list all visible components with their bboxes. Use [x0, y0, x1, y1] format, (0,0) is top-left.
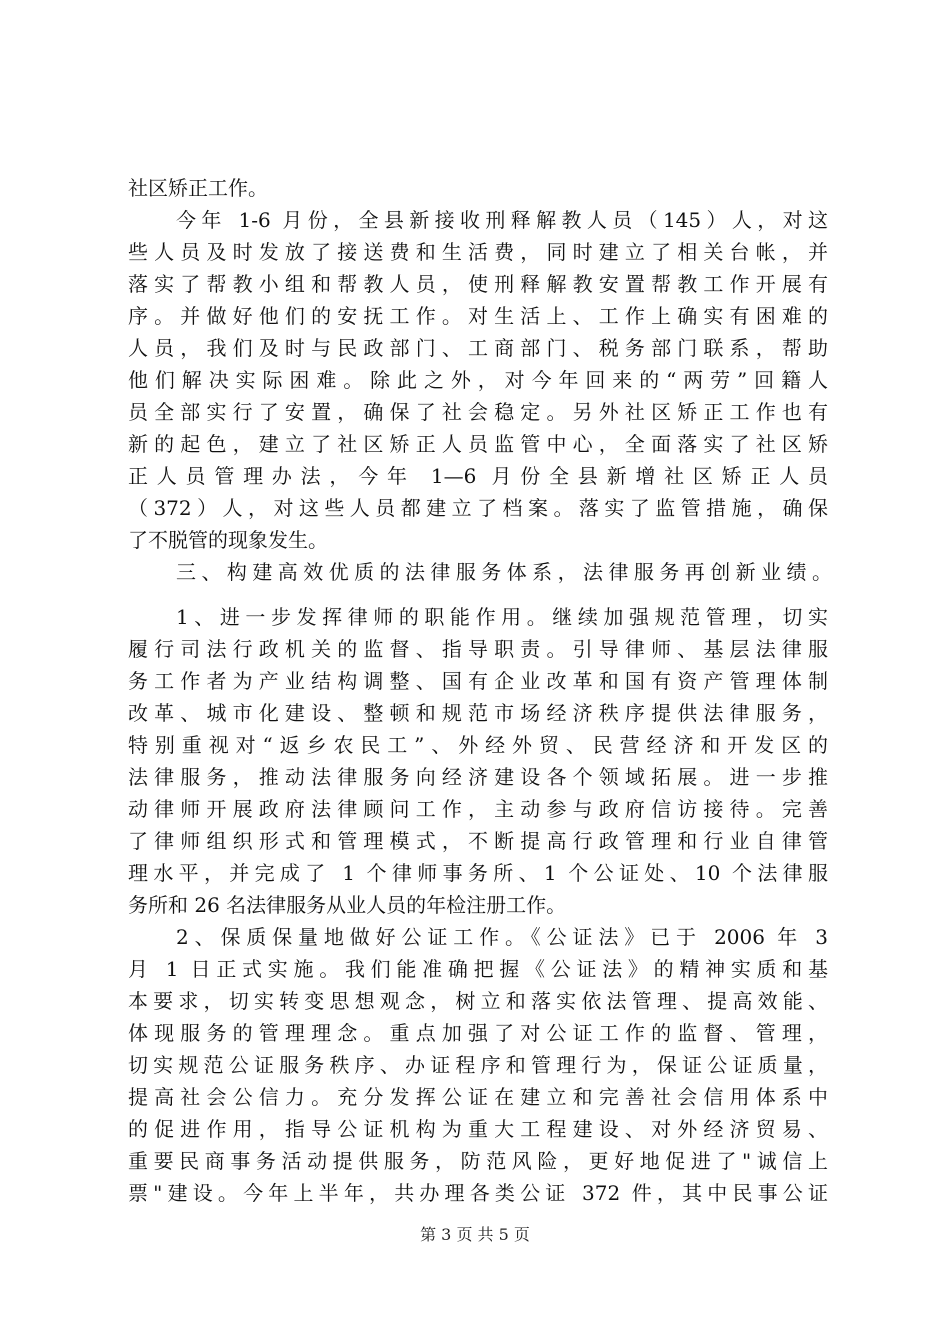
text-line: 体现服务的管理理念。重点加强了对公证工作的监督、管理， — [128, 1021, 828, 1045]
text-line: 改革、城市化建设、整顿和规范市场经济秩序提供法律服务， — [128, 701, 828, 725]
section-heading: 三、构建高效优质的法律服务体系，法律服务再创新业绩。 — [176, 560, 832, 584]
text-line: 序。并做好他们的安抚工作。对生活上、工作上确实有困难的 — [128, 304, 828, 328]
text-line: 社区矫正工作。 — [128, 176, 268, 200]
text-line: 法律服务，推动法律服务向经济建设各个领域拓展。进一步推 — [128, 765, 828, 789]
text-line: 他们解决实际困难。除此之外，对今年回来的“两劳”回籍人 — [128, 368, 828, 392]
text-line: 2、保质保量地做好公证工作。《公证法》已于 2006 年 3 — [176, 925, 828, 949]
text-line: 本要求，切实转变思想观念，树立和落实依法管理、提高效能、 — [128, 989, 828, 1013]
text-line: 切实规范公证服务秩序、办证程序和管理行为，保证公证质量， — [128, 1053, 828, 1077]
text-line: 提高社会公信力。充分发挥公证在建立和完善社会信用体系中 — [128, 1085, 828, 1109]
text-line: 动律师开展政府法律顾问工作，主动参与政府信访接待。完善 — [128, 797, 828, 821]
text-line: 了不脱管的现象发生。 — [128, 528, 328, 552]
text-line: 了律师组织形式和管理模式，不断提高行政管理和行业自律管 — [128, 829, 828, 853]
text-line: 些人员及时发放了接送费和生活费，同时建立了相关台帐，并 — [128, 240, 828, 264]
text-line: 正人员管理办法，今年 1—6 月份全县新增社区矫正人员 — [128, 464, 828, 488]
text-line: （372）人，对这些人员都建立了档案。落实了监管措施，确保 — [128, 496, 828, 520]
text-line: 票"建设。今年上半年，共办理各类公证 372 件，其中民事公证 — [128, 1181, 828, 1205]
text-line: 履行司法行政机关的监督、指导职责。引导律师、基层法律服 — [128, 637, 828, 661]
text-line: 新的起色，建立了社区矫正人员监管中心，全面落实了社区矫 — [128, 432, 828, 456]
page-number-footer: 第 3 页 共 5 页 — [420, 1225, 530, 1244]
text-line: 人员，我们及时与民政部门、工商部门、税务部门联系，帮助 — [128, 336, 828, 360]
text-line: 员全部实行了安置，确保了社会稳定。另外社区矫正工作也有 — [128, 400, 828, 424]
text-line: 1、进一步发挥律师的职能作用。继续加强规范管理，切实 — [176, 605, 828, 629]
text-line: 特别重视对“返乡农民工”、外经外贸、民营经济和开发区的 — [128, 733, 828, 757]
text-line: 今年 1-6 月份，全县新接收刑释解教人员（145）人，对这 — [176, 208, 828, 232]
text-line: 的促进作用，指导公证机构为重大工程建设、对外经济贸易、 — [128, 1117, 828, 1141]
text-line: 落实了帮教小组和帮教人员，使刑释解教安置帮教工作开展有 — [128, 272, 828, 296]
text-line: 务所和 26 名法律服务从业人员的年检注册工作。 — [128, 893, 567, 917]
text-line: 重要民商事务活动提供服务，防范风险，更好地促进了"诚信上 — [128, 1149, 828, 1173]
text-line: 月 1 日正式实施。我们能准确把握《公证法》的精神实质和基 — [128, 957, 828, 981]
text-line: 理水平，并完成了 1 个律师事务所、1 个公证处、10 个法律服 — [128, 861, 828, 885]
text-line: 务工作者为产业结构调整、国有企业改革和国有资产管理体制 — [128, 669, 828, 693]
